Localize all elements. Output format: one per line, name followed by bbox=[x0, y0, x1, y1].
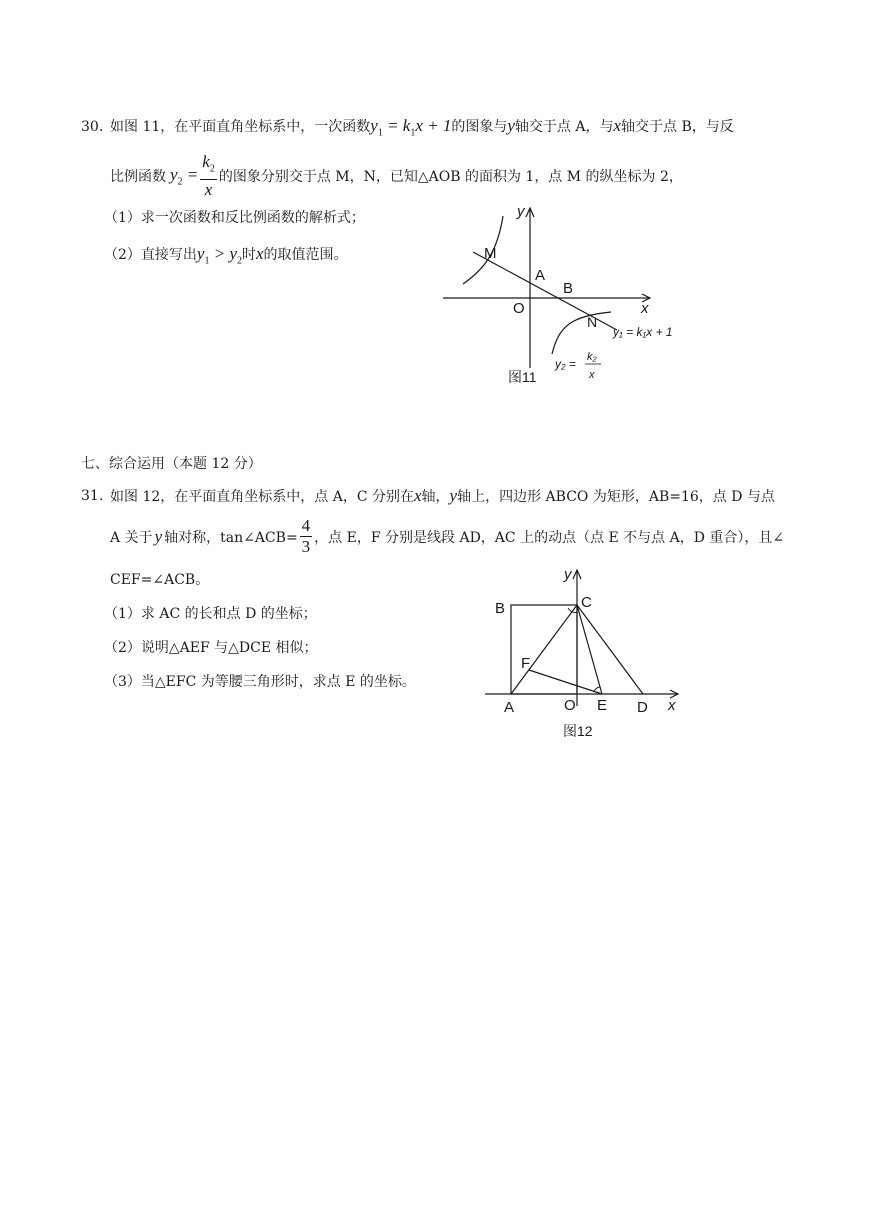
fig12-label-A: A bbox=[504, 699, 515, 716]
q30-var-x: x bbox=[613, 116, 622, 135]
fig11-caption: 图11 bbox=[508, 369, 537, 385]
q31-line1: 如图 12，在平面直角坐标系中，点 A，C 分别在x轴，y轴上，四边形 ABCO 为矩形，AB=16，点 D 与点 bbox=[110, 486, 775, 505]
q30-eq-linear: $y_1 = k_1x + 1$ bbox=[370, 116, 452, 139]
q30-fraction: $\frac{k_2}{x}$ bbox=[202, 152, 215, 200]
fig11-curve-label-den: x bbox=[589, 369, 595, 381]
q31-number: 31. bbox=[81, 488, 104, 504]
fig12-label-x: x bbox=[668, 697, 676, 714]
q30-line2 bbox=[110, 152, 683, 200]
fig11-label-A: A bbox=[535, 267, 546, 284]
fig11-label-O: O bbox=[513, 300, 525, 317]
fig12-label-D: D bbox=[637, 699, 648, 716]
fig11-curve-label-num: k₂ bbox=[587, 351, 597, 363]
q31-sub2: （2）说明△AEF 与△DCE 相似； bbox=[104, 640, 318, 656]
q30-eq-inverse: $y_2$ = bbox=[170, 165, 199, 188]
fig12-segment-CD bbox=[577, 605, 643, 694]
fig12-label-B: B bbox=[495, 600, 506, 617]
fig12-segment-AC bbox=[511, 605, 577, 694]
q30-line1 bbox=[110, 116, 734, 138]
fig12-label-C: C bbox=[581, 594, 592, 611]
fig11-label-y: y bbox=[517, 203, 525, 220]
q30-sub1: （1）求一次函数和反比例函数的解析式； bbox=[104, 210, 365, 226]
q30-line2-text-a: 比例函数 bbox=[110, 169, 166, 186]
fig12-angle-E bbox=[594, 687, 600, 691]
fig11-label-M: M bbox=[484, 245, 497, 262]
fig12-label-y: y bbox=[564, 566, 572, 583]
q30-sub2: （2）直接写出$y_1 > y_2$时x的取值范围。 bbox=[104, 244, 348, 267]
q30-var-y: y bbox=[507, 116, 515, 135]
section7-title: 七、综合运用（本题 12 分） bbox=[81, 456, 262, 472]
q31-line2: A 关于 y 轴对称，tan∠ACB= $\frac{4}{3}$ ，点 E，F 分别是线段 AD，AC 上的动点（点 E 不与点 A，D 重合），且∠ bbox=[110, 516, 785, 556]
fig11-hyperbola-right bbox=[552, 312, 611, 354]
figure-12 bbox=[480, 560, 695, 745]
fig11-label-x: x bbox=[641, 300, 649, 317]
q30-line1-text-d: 轴交于点 B，与反 bbox=[621, 119, 734, 135]
q31-line3: CEF=∠ACB。 bbox=[110, 572, 210, 588]
fig12-label-E: E bbox=[597, 697, 608, 714]
fig12-segment-FE bbox=[529, 670, 602, 694]
fig11-line-label: y₁ = k₁x + 1 bbox=[613, 325, 673, 339]
fig12-label-F: F bbox=[521, 655, 531, 672]
fig12-caption: 图12 bbox=[563, 723, 593, 739]
fig12-segment-CE bbox=[577, 605, 602, 694]
q30-number: 30. bbox=[81, 119, 104, 135]
fig11-label-B: B bbox=[563, 280, 574, 297]
q30-line1-text-c: 轴交于点 A，与 bbox=[514, 119, 614, 135]
q30-line1-text-b: 的图象与 bbox=[451, 119, 508, 135]
q30-line2-text-b: 的图象分别交于点 M，N，已知△AOB 的面积为 1，点 M 的纵坐标为 2， bbox=[218, 169, 683, 186]
q31-fraction: $\frac{4}{3}$ bbox=[301, 516, 311, 556]
fig11-curve-label: y₂ = bbox=[555, 357, 576, 371]
figure-11 bbox=[435, 200, 695, 390]
q31-sub1: （1）求 AC 的长和点 D 的坐标； bbox=[104, 606, 317, 622]
fig11-hyperbola-left bbox=[463, 216, 503, 284]
fig12-label-O: O bbox=[564, 697, 576, 714]
q30-line1-text-a: 如图 11，在平面直角坐标系中，一次函数 bbox=[110, 119, 371, 135]
fig11-label-N: N bbox=[587, 314, 598, 330]
q31-sub3: （3）当△EFC 为等腰三角形时，求点 E 的坐标。 bbox=[104, 674, 416, 690]
